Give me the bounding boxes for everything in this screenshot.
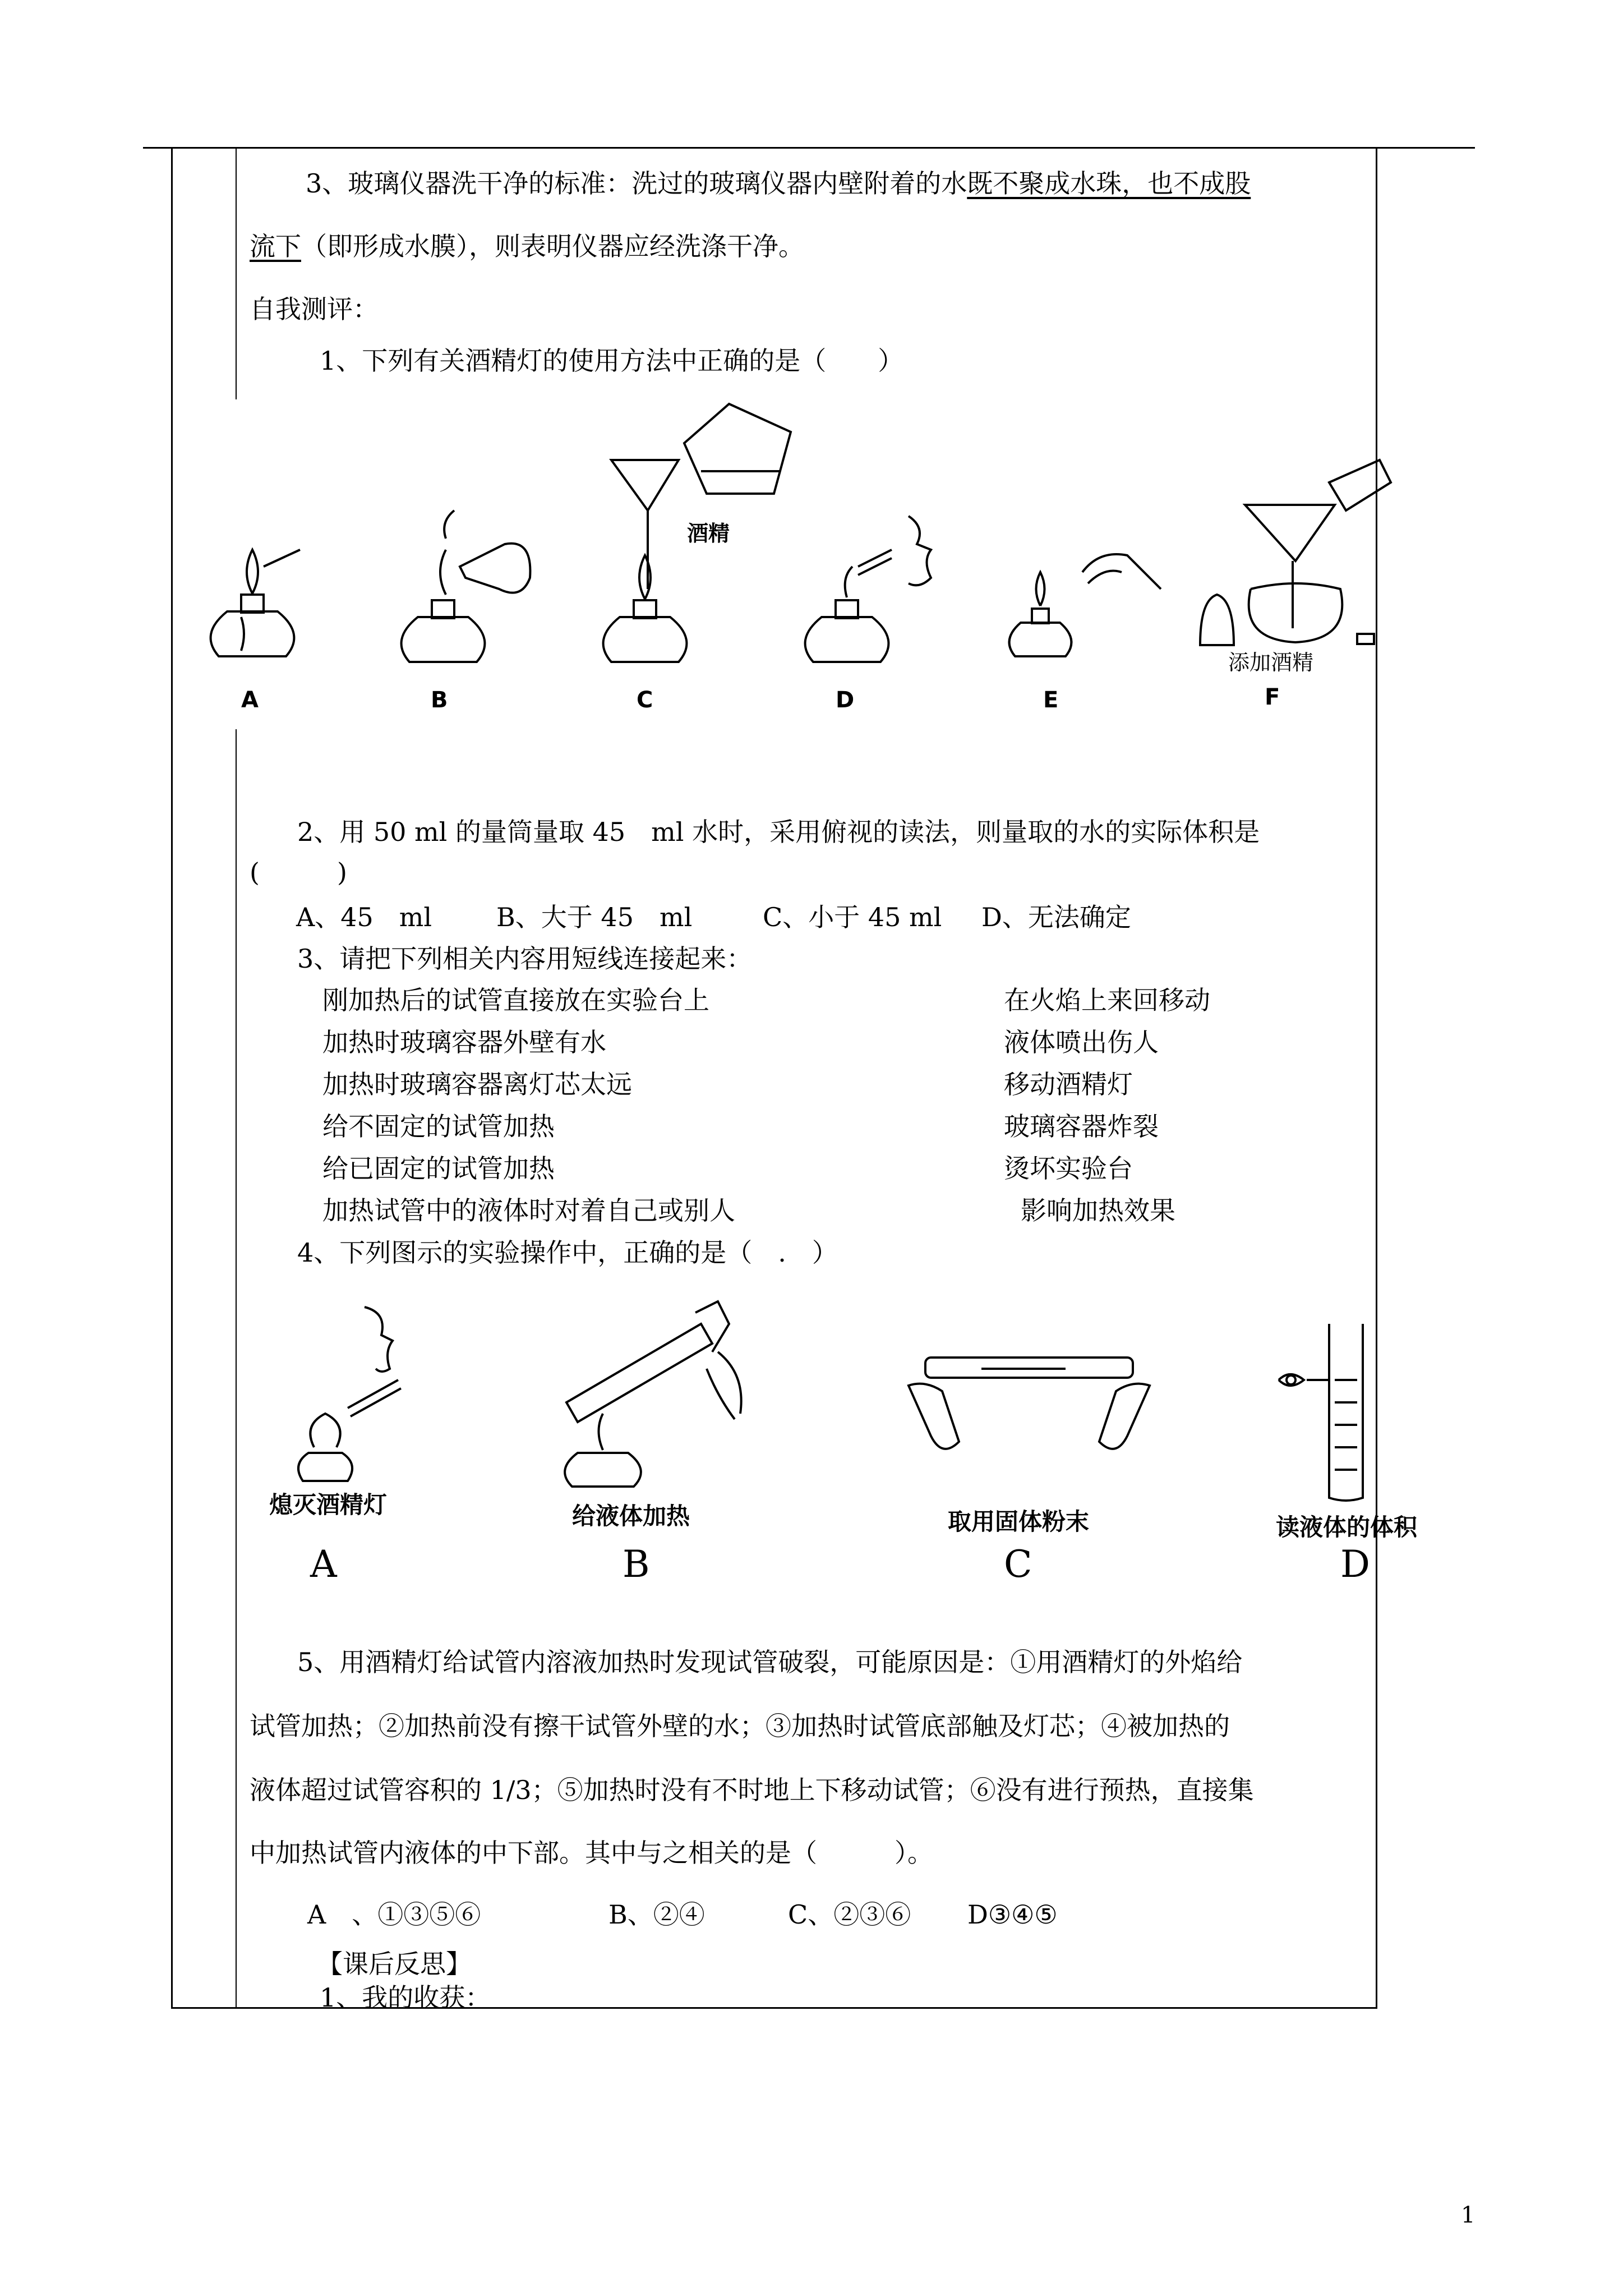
top-rule (143, 147, 1475, 149)
q4-label-C: C (1004, 1543, 1032, 1586)
figure-lamp-B (393, 505, 538, 668)
reflection-item-1: 1、我的收获： (320, 1982, 491, 2013)
q3-left-3: 加热时玻璃容器离灯芯太远 (322, 1069, 632, 1099)
q3-left-6: 加热试管中的液体时对着自己或别人 (322, 1195, 735, 1226)
q3-left-5: 给已固定的试管加热 (322, 1153, 555, 1184)
q2-option-B: B、大于 45 ml (496, 902, 693, 932)
figure-lamp-E (1004, 533, 1172, 662)
question-2-line1: 2、用 50 ml 的量筒量取 45 ml 水时，采用俯视的读法，则量取的水的实际体积是 (297, 817, 1260, 847)
alcohol-label: 酒精 (687, 521, 730, 546)
add-alcohol-label: 添加酒精 (1228, 650, 1314, 675)
q1-label-B: B (431, 687, 448, 713)
page-number: 1 (1461, 2202, 1476, 2228)
figure-lamp-D (796, 505, 953, 668)
question-5-line2: 试管加热；②加热前没有擦干试管外壁的水；③加热时试管底部触及灯芯；④被加热的 (250, 1711, 1230, 1741)
table-right-border (1376, 147, 1377, 2008)
q3-left-2: 加热时玻璃容器外壁有水 (322, 1027, 606, 1057)
figure-heat-liquid (550, 1290, 763, 1492)
q4-caption-B: 给液体加热 (572, 1502, 690, 1530)
q4-label-A: A (310, 1543, 337, 1586)
figure-read-volume (1273, 1318, 1385, 1509)
q2-option-A: A、45 ml (296, 902, 432, 932)
q1-label-F: F (1265, 684, 1280, 710)
question-4: 4、下列图示的实验操作中，正确的是（ . ） (297, 1237, 838, 1268)
q2-option-C: C、小于 45 ml (763, 902, 942, 932)
q4-caption-D: 读液体的体积 (1276, 1513, 1418, 1541)
q4-label-B: B (623, 1543, 650, 1586)
q2-option-D: D、无法确定 (981, 902, 1131, 932)
figure-solid-powder (909, 1346, 1150, 1475)
figure-extinguish-lamp (280, 1296, 421, 1487)
question-3: 3、请把下列相关内容用短线连接起来： (297, 944, 753, 974)
table-inner-left-border (236, 147, 237, 399)
question-5-line1: 5、用酒精灯给试管内溶液加热时发现试管破裂，可能原因是：①用酒精灯的外焰给 (297, 1647, 1243, 1677)
q1-label-C: C (637, 687, 653, 713)
figure-lamp-F (1195, 449, 1396, 656)
q1-label-D: D (836, 687, 855, 713)
criterion-paragraph-line1: 3、玻璃仪器洗干净的标准：洗过的玻璃仪器内壁附着的水既不聚成水珠，也不成股 (306, 168, 1251, 199)
q5-option-B: B、②④ (608, 1899, 705, 1930)
q3-left-1: 刚加热后的试管直接放在实验台上 (322, 985, 709, 1015)
q4-label-D: D (1340, 1543, 1370, 1586)
q5-option-D: D③④⑤ (967, 1899, 1058, 1930)
question-2-line2: ( ) (250, 857, 347, 887)
q3-right-4: 玻璃容器炸裂 (1004, 1111, 1159, 1142)
q3-right-5: 烫坏实验台 (1004, 1153, 1133, 1184)
q4-caption-C: 取用固体粉末 (948, 1508, 1090, 1535)
q1-label-A: A (241, 687, 259, 713)
question-5-line3: 液体超过试管容积的 1/3；⑤加热时没有不时地上下移动试管；⑥没有进行预热，直接集 (250, 1775, 1254, 1805)
question-5-line4: 中加热试管内液体的中下部。其中与之相关的是（ ）。 (250, 1838, 933, 1868)
q3-right-2: 液体喷出伤人 (1004, 1027, 1159, 1057)
q3-left-4: 给不固定的试管加热 (322, 1111, 555, 1142)
q1-label-E: E (1043, 687, 1059, 713)
table-left-border (171, 147, 173, 2008)
self-test-heading: 自我测评： (250, 294, 379, 324)
criterion-paragraph-line2: 流下（即形成水膜），则表明仪器应经洗涤干净。 (250, 231, 804, 261)
q5-option-C: C、②③⑥ (788, 1899, 911, 1930)
q3-right-3: 移动酒精灯 (1004, 1069, 1133, 1099)
table-inner-left-border-lower (236, 729, 237, 2008)
question-1: 1、下列有关酒精灯的使用方法中正确的是（ ） (320, 346, 904, 376)
q5-option-A: A 、①③⑤⑥ (307, 1899, 481, 1930)
q3-right-6: 影响加热效果 (1021, 1195, 1175, 1226)
q3-right-1: 在火焰上来回移动 (1004, 985, 1210, 1015)
reflection-heading: 【课后反思】 (317, 1949, 472, 1979)
q4-caption-A: 熄灭酒精灯 (269, 1491, 388, 1519)
figure-lamp-A (202, 527, 303, 662)
